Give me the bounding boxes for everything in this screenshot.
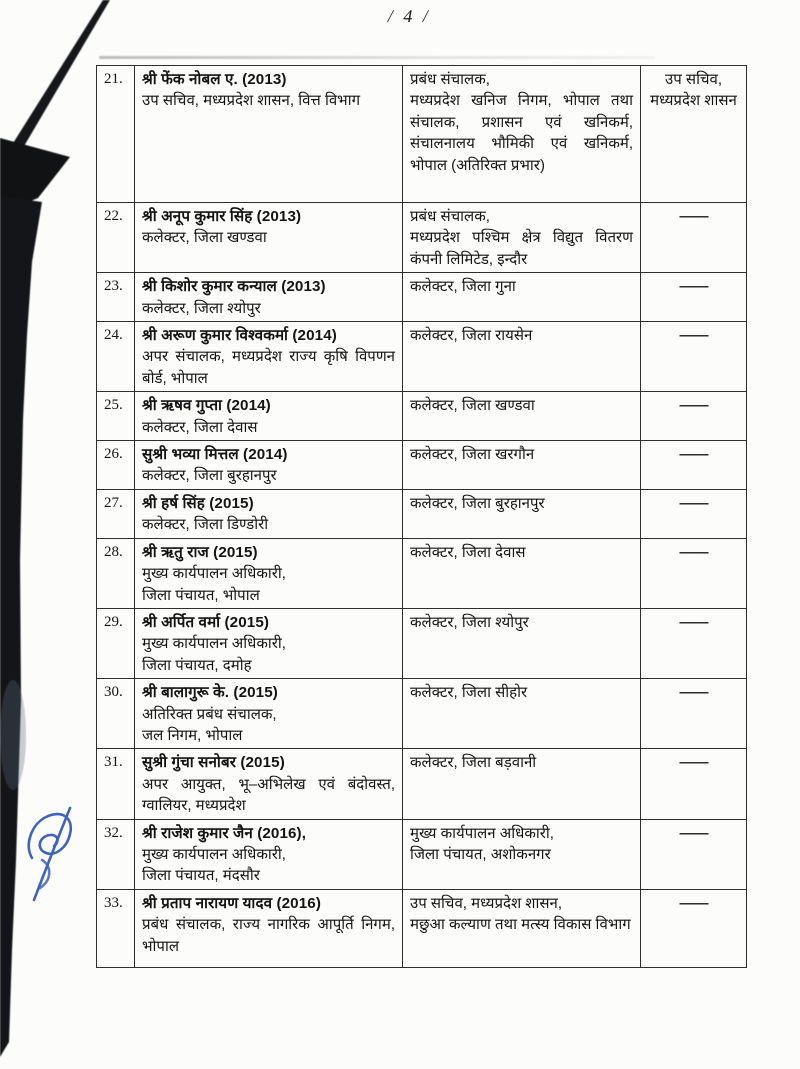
new-posting: कलेक्टर, जिला बड़वानी bbox=[410, 754, 537, 772]
serial-cell: 30. bbox=[97, 679, 135, 749]
remark-cell bbox=[641, 66, 747, 203]
remark-cell bbox=[641, 203, 747, 273]
serial-cell: 24. bbox=[97, 322, 135, 392]
remark-dash: —— bbox=[679, 894, 708, 912]
remark-dash: —— bbox=[679, 327, 708, 345]
officer-current-posting: मुख्य कार्यपालन अधिकारी, bbox=[142, 845, 286, 863]
officer-name: श्री हर्ष सिंह (2015) bbox=[142, 494, 254, 512]
officer-cell bbox=[135, 273, 403, 322]
transfer-table bbox=[96, 65, 747, 968]
serial-cell: 31. bbox=[97, 749, 135, 819]
remark-dash: —— bbox=[679, 613, 708, 631]
remark-dash: —— bbox=[679, 494, 708, 512]
officer-name: श्री प्रताप नारायण यादव (2016) bbox=[142, 894, 321, 912]
officer-cell bbox=[135, 203, 403, 273]
scan-smudge-line bbox=[99, 56, 655, 59]
new-posting-cell bbox=[403, 392, 641, 441]
remark-dash: —— bbox=[679, 824, 708, 842]
table-row bbox=[97, 538, 747, 608]
remark-cell bbox=[641, 441, 747, 490]
new-posting-cell bbox=[403, 679, 641, 749]
serial-cell: 23. bbox=[97, 273, 135, 322]
new-posting: प्रबंध संचालक, bbox=[410, 71, 490, 88]
officer-current-posting: मुख्य कार्यपालन अधिकारी, bbox=[142, 565, 286, 583]
officer-name: श्री अनूप कुमार सिंह (2013) bbox=[142, 208, 302, 225]
new-posting: कलेक्टर, जिला गुना bbox=[410, 278, 516, 296]
remark-cell bbox=[641, 392, 747, 441]
signature-ink-mark bbox=[20, 800, 84, 910]
serial-cell: 25. bbox=[97, 392, 135, 441]
officer-name: श्री अरूण कुमार विश्वकर्मा (2014) bbox=[142, 327, 337, 345]
new-posting: मध्यप्रदेश पश्चिम क्षेत्र विद्युत वितरण कंपनी लिमिटेड, इन्दौर bbox=[410, 229, 633, 268]
officer-current-posting: अपर संचालक, मध्यप्रदेश राज्य कृषि विपणन बोर्ड, भोपाल bbox=[142, 348, 395, 387]
table-row bbox=[97, 819, 747, 889]
remark-cell bbox=[641, 679, 747, 749]
serial-cell: 33. bbox=[97, 889, 135, 967]
table-row bbox=[97, 66, 747, 203]
remark-cell bbox=[641, 819, 747, 889]
officer-current-posting: कलेक्टर, जिला खण्डवा bbox=[142, 229, 267, 247]
officer-current-posting: जिला पंचायत, भोपाल bbox=[142, 586, 260, 604]
new-posting: मध्यप्रदेश खनिज निगम, भोपाल तथा संचालक, प्रशासन एवं खनिकर्म, संचालनालय भौमिकी एवं खनिकर्म, भोपाल (अतिरिक्त प्रभार) bbox=[410, 92, 633, 174]
new-posting: कलेक्टर, जिला खण्डवा bbox=[410, 397, 535, 415]
officer-current-posting: कलेक्टर, जिला बुरहानपुर bbox=[142, 467, 277, 485]
new-posting: कलेक्टर, जिला खरगौन bbox=[410, 446, 535, 464]
new-posting: उप सचिव, मध्यप्रदेश शासन, bbox=[410, 894, 563, 912]
officer-current-posting: उप सचिव, मध्यप्रदेश शासन, वित्त विभाग bbox=[142, 92, 361, 110]
officer-cell bbox=[135, 679, 403, 749]
table-row bbox=[97, 441, 747, 490]
serial-cell: 32. bbox=[97, 819, 135, 889]
remark-dash: —— bbox=[679, 754, 708, 772]
new-posting-cell bbox=[403, 819, 641, 889]
new-posting: प्रबंध संचालक, bbox=[410, 208, 490, 225]
new-posting: कलेक्टर, जिला रायसेन bbox=[410, 327, 533, 345]
new-posting: कलेक्टर, जिला देवास bbox=[410, 543, 526, 561]
officer-current-posting: प्रबंध संचालक, राज्य नागरिक आपूर्ति निगम, भोपाल bbox=[142, 916, 395, 955]
officer-cell bbox=[135, 392, 403, 441]
table-row bbox=[97, 392, 747, 441]
new-posting-cell bbox=[403, 203, 641, 273]
officer-current-posting: कलेक्टर, जिला देवास bbox=[142, 418, 258, 436]
remark-dash: —— bbox=[679, 278, 708, 296]
officer-current-posting: जिला पंचायत, दमोह bbox=[142, 656, 252, 674]
officer-name: श्री राजेश कुमार जैन (2016), bbox=[142, 824, 307, 842]
remark-dash: —— bbox=[679, 397, 708, 415]
new-posting: मुख्य कार्यपालन अधिकारी, bbox=[410, 824, 554, 842]
serial-cell: 29. bbox=[97, 608, 135, 678]
remark-cell bbox=[641, 273, 747, 322]
officer-current-posting: जल निगम, भोपाल bbox=[142, 726, 243, 744]
officer-cell bbox=[135, 441, 403, 490]
officer-cell bbox=[135, 608, 403, 678]
officer-cell bbox=[135, 322, 403, 392]
table-row bbox=[97, 322, 747, 392]
officer-current-posting: अपर आयुक्त, भू–अभिलेख एवं बंदोवस्त, ग्वालियर, मध्यप्रदेश bbox=[142, 775, 395, 815]
new-posting-cell bbox=[403, 608, 641, 678]
remark-dash: —— bbox=[679, 446, 708, 464]
new-posting-cell bbox=[403, 322, 641, 392]
remark-dash: —— bbox=[679, 684, 708, 702]
new-posting-cell bbox=[403, 66, 641, 203]
table-row bbox=[97, 679, 747, 749]
remark-text: उप सचिव, bbox=[665, 71, 722, 88]
serial-cell: 21. bbox=[97, 66, 135, 203]
new-posting: कलेक्टर, जिला श्योपुर bbox=[410, 613, 529, 631]
serial-cell: 28. bbox=[97, 538, 135, 608]
table-row bbox=[97, 889, 747, 967]
table-row bbox=[97, 489, 747, 538]
serial-cell: 27. bbox=[97, 489, 135, 538]
remark-dash: —— bbox=[679, 208, 708, 225]
officer-current-posting: अतिरिक्त प्रबंध संचालक, bbox=[142, 705, 277, 723]
officer-cell bbox=[135, 489, 403, 538]
transfer-table-body bbox=[97, 66, 747, 968]
remark-cell bbox=[641, 608, 747, 678]
remark-dash: —— bbox=[679, 543, 708, 561]
remark-cell bbox=[641, 538, 747, 608]
new-posting-cell bbox=[403, 441, 641, 490]
table-row bbox=[97, 749, 747, 819]
officer-name: सुश्री भव्या मित्तल (2014) bbox=[142, 446, 288, 464]
table-row bbox=[97, 608, 747, 678]
officer-name: सुश्री गुंचा सनोबर (2015) bbox=[142, 754, 285, 772]
officer-cell bbox=[135, 66, 403, 203]
new-posting-cell bbox=[403, 538, 641, 608]
serial-cell: 22. bbox=[97, 203, 135, 273]
remark-cell bbox=[641, 749, 747, 819]
officer-current-posting: जिला पंचायत, मंदसौर bbox=[142, 867, 260, 885]
officer-name: श्री फेंक नोबल ए. (2013) bbox=[142, 71, 287, 88]
new-posting-cell bbox=[403, 273, 641, 322]
officer-current-posting: कलेक्टर, जिला डिण्डोरी bbox=[142, 516, 269, 534]
page-number: / 4 / bbox=[386, 6, 433, 26]
table-row bbox=[97, 273, 747, 322]
remark-cell bbox=[641, 889, 747, 967]
new-posting: जिला पंचायत, अशोकनगर bbox=[410, 845, 551, 863]
new-posting-cell bbox=[403, 489, 641, 538]
officer-cell bbox=[135, 538, 403, 608]
new-posting: मछुआ कल्याण तथा मत्स्य विकास विभाग bbox=[410, 916, 631, 934]
officer-name: श्री बालागुरू के. (2015) bbox=[142, 684, 278, 702]
serial-cell: 26. bbox=[97, 441, 135, 490]
officer-cell bbox=[135, 889, 403, 967]
new-posting: कलेक्टर, जिला बुरहानपुर bbox=[410, 494, 545, 512]
remark-cell bbox=[641, 489, 747, 538]
new-posting-cell bbox=[403, 889, 641, 967]
table-row bbox=[97, 203, 747, 273]
new-posting: कलेक्टर, जिला सीहोर bbox=[410, 684, 528, 702]
remark-cell bbox=[641, 322, 747, 392]
officer-current-posting: कलेक्टर, जिला श्योपुर bbox=[142, 299, 261, 317]
officer-name: श्री अर्पित वर्मा (2015) bbox=[142, 613, 270, 631]
new-posting-cell bbox=[403, 749, 641, 819]
officer-name: श्री ऋषव गुप्ता (2014) bbox=[142, 397, 271, 415]
officer-cell bbox=[135, 749, 403, 819]
officer-current-posting: मुख्य कार्यपालन अधिकारी, bbox=[142, 635, 286, 653]
officer-cell bbox=[135, 819, 403, 889]
officer-name: श्री किशोर कुमार कन्याल (2013) bbox=[142, 278, 326, 296]
remark-text: मध्यप्रदेश शासन bbox=[650, 92, 737, 110]
officer-name: श्री ऋतु राज (2015) bbox=[142, 543, 258, 561]
